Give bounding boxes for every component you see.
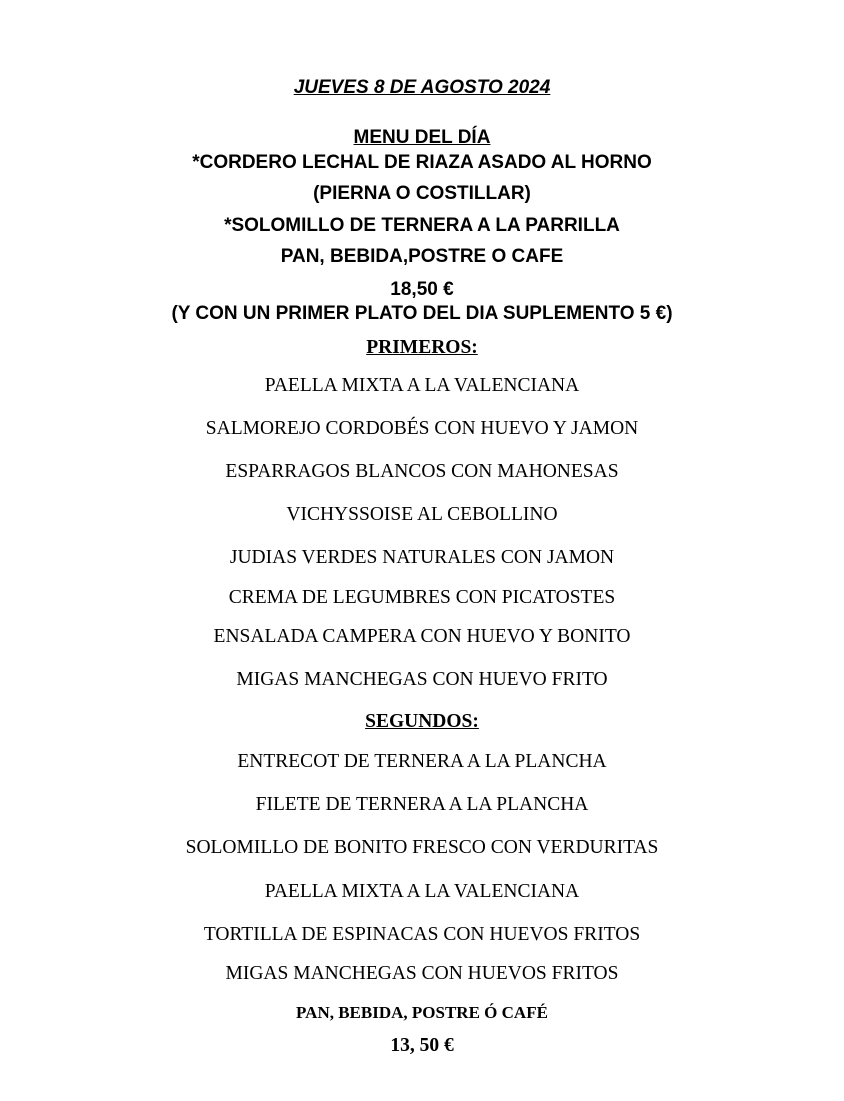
primeros-heading-text: PRIMEROS: xyxy=(366,337,478,358)
menu-del-dia-supplement: (Y CON UN PRIMER PLATO DEL DIA SUPLEMENTO 5 €) xyxy=(171,303,673,324)
primeros-heading xyxy=(0,338,844,358)
menu-del-dia-item: *CORDERO LECHAL DE RIAZA ASADO AL HORNO xyxy=(192,152,652,173)
menu-del-dia-title-text: MENU DEL DÍA xyxy=(353,127,491,148)
footer-price: 13, 50 € xyxy=(390,1035,454,1056)
segundos-item: PAELLA MIXTA A LA VALENCIANA xyxy=(264,881,580,902)
primeros-item: JUDIAS VERDES NATURALES CON JAMON xyxy=(229,547,615,568)
segundos-item: TORTILLA DE ESPINACAS CON HUEVOS FRITOS xyxy=(203,924,641,945)
menu-del-dia-item: PAN, BEBIDA,POSTRE O CAFE xyxy=(280,246,564,267)
primeros-item: ESPARRAGOS BLANCOS CON MAHONESAS xyxy=(225,461,619,482)
menu-date xyxy=(0,78,844,97)
segundos-heading xyxy=(0,712,844,732)
segundos-heading-text: SEGUNDOS: xyxy=(365,711,479,732)
segundos-item: ENTRECOT DE TERNERA A LA PLANCHA xyxy=(237,751,607,772)
menu-del-dia-item: (PIERNA O COSTILLAR) xyxy=(313,183,531,204)
menu-del-dia-title xyxy=(0,128,844,147)
primeros-item: PAELLA MIXTA A LA VALENCIANA xyxy=(264,375,580,396)
menu-del-dia-price: 18,50 € xyxy=(390,279,454,300)
segundos-item: FILETE DE TERNERA A LA PLANCHA xyxy=(255,794,589,815)
primeros-item: CREMA DE LEGUMBRES CON PICATOSTES xyxy=(228,587,616,608)
footer-includes: PAN, BEBIDA, POSTRE Ó CAFÉ xyxy=(296,1003,548,1022)
primeros-item: ENSALADA CAMPERA CON HUEVO Y BONITO xyxy=(213,626,631,647)
primeros-item: SALMOREJO CORDOBÉS CON HUEVO Y JAMON xyxy=(205,418,639,439)
segundos-item: MIGAS MANCHEGAS CON HUEVOS FRITOS xyxy=(225,963,619,984)
menu-date-text: JUEVES 8 DE AGOSTO 2024 xyxy=(293,77,551,98)
segundos-item: SOLOMILLO DE BONITO FRESCO CON VERDURITAS xyxy=(185,837,659,858)
primeros-item: MIGAS MANCHEGAS CON HUEVO FRITO xyxy=(236,669,608,690)
menu-del-dia-item: *SOLOMILLO DE TERNERA A LA PARRILLA xyxy=(224,215,620,236)
primeros-item: VICHYSSOISE AL CEBOLLINO xyxy=(286,504,558,525)
